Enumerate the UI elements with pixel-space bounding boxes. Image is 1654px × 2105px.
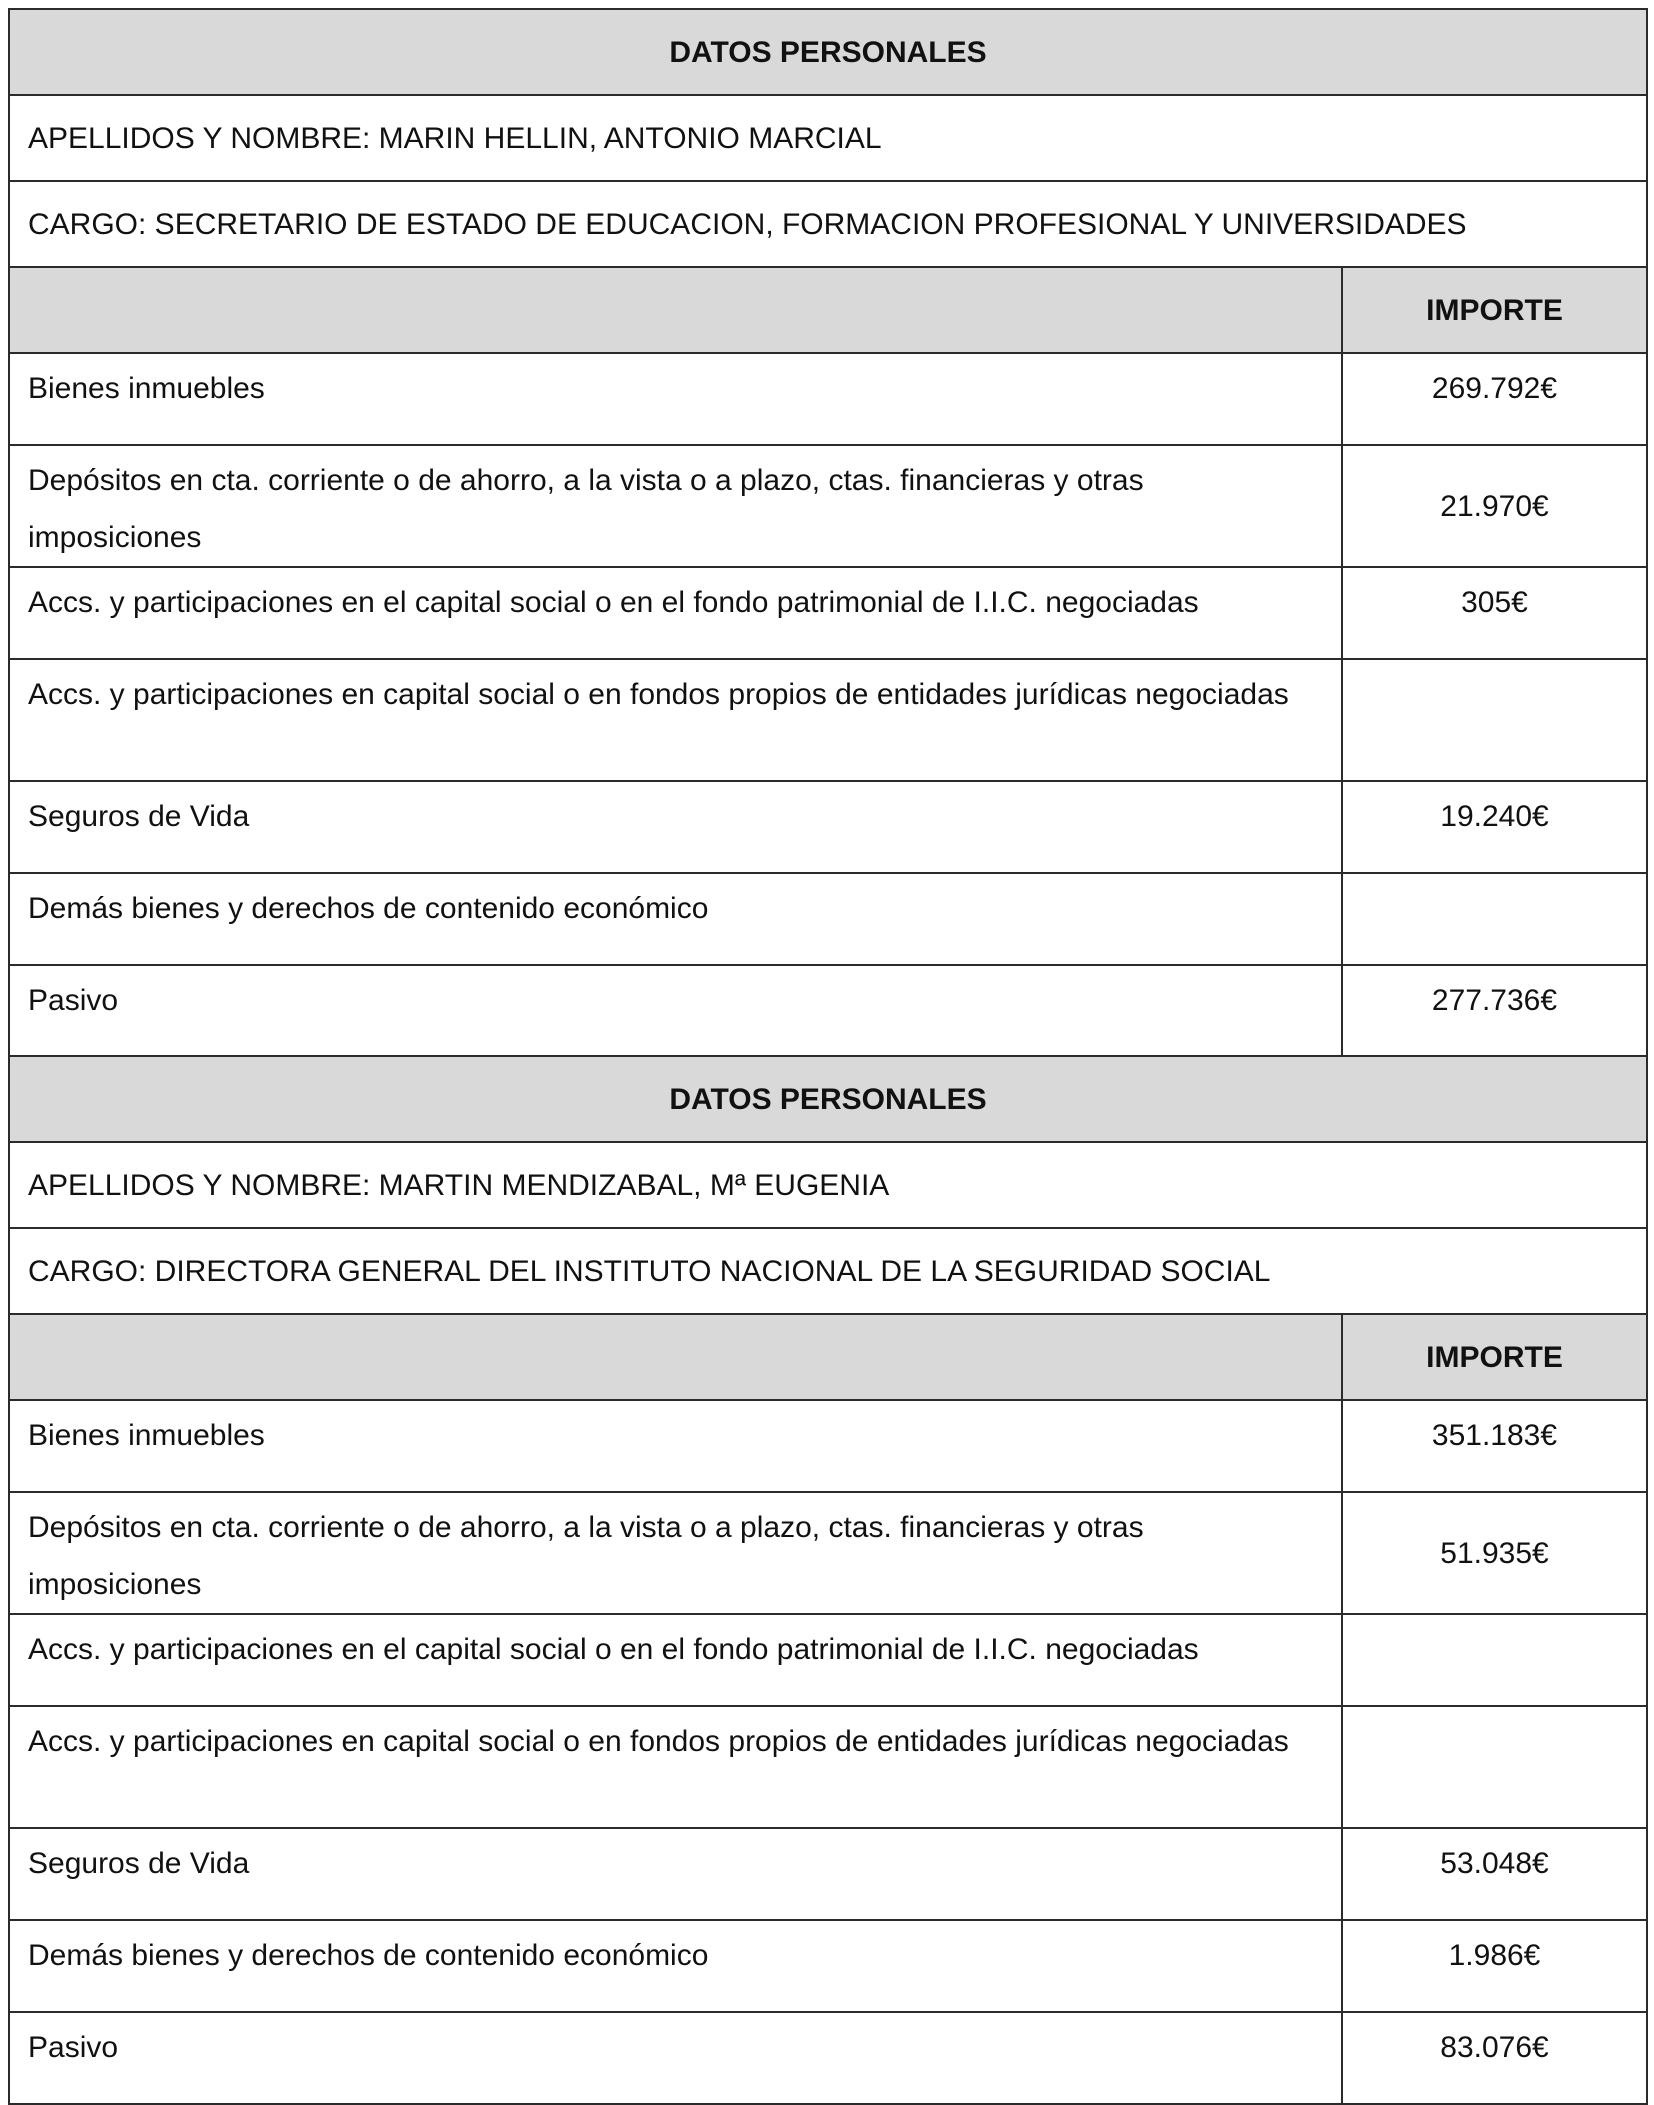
row-amount: 269.792€ xyxy=(1342,353,1647,445)
section-header-row xyxy=(9,1056,1647,1142)
amount-column-header: IMPORTE xyxy=(1342,267,1647,353)
row-amount: 277.736€ xyxy=(1342,965,1647,1057)
name-row xyxy=(9,1142,1647,1228)
row-amount: 51.935€ xyxy=(1342,1492,1647,1614)
cargo-row xyxy=(9,1228,1647,1314)
label-column-header xyxy=(9,1314,1342,1400)
table-row xyxy=(9,2012,1647,2104)
row-label: Depósitos en cta. corriente o de ahorro, a la vista o a plazo, ctas. financieras y otras imposiciones xyxy=(9,1492,1342,1614)
row-label: Accs. y participaciones en el capital social o en el fondo patrimonial de I.I.C. negociadas xyxy=(9,567,1342,659)
section-header: DATOS PERSONALES xyxy=(9,9,1647,95)
row-label: Accs. y participaciones en capital social o en fondos propios de entidades jurídicas negociadas xyxy=(9,659,1342,781)
table-row xyxy=(9,965,1647,1057)
row-label: Pasivo xyxy=(9,2012,1342,2104)
table-row xyxy=(9,567,1647,659)
label-column-header xyxy=(9,267,1342,353)
row-label: Seguros de Vida xyxy=(9,1828,1342,1920)
declaration-table-2 xyxy=(8,1055,1648,2105)
row-amount: 351.183€ xyxy=(1342,1400,1647,1492)
table-row xyxy=(9,1400,1647,1492)
row-amount: 53.048€ xyxy=(1342,1828,1647,1920)
row-amount: 1.986€ xyxy=(1342,1920,1647,2012)
table-row xyxy=(9,445,1647,567)
row-amount xyxy=(1342,659,1647,781)
row-label: Demás bienes y derechos de contenido económico xyxy=(9,873,1342,965)
row-label: Bienes inmuebles xyxy=(9,1400,1342,1492)
row-label: Bienes inmuebles xyxy=(9,353,1342,445)
section-header: DATOS PERSONALES xyxy=(9,1056,1647,1142)
cargo-line: CARGO: SECRETARIO DE ESTADO DE EDUCACION, FORMACION PROFESIONAL Y UNIVERSIDADES xyxy=(9,181,1647,267)
name-line: APELLIDOS Y NOMBRE: MARTIN MENDIZABAL, Mª EUGENIA xyxy=(9,1142,1647,1228)
cargo-line: CARGO: DIRECTORA GENERAL DEL INSTITUTO NACIONAL DE LA SEGURIDAD SOCIAL xyxy=(9,1228,1647,1314)
row-amount xyxy=(1342,1614,1647,1706)
row-amount: 19.240€ xyxy=(1342,781,1647,873)
row-label: Accs. y participaciones en el capital social o en el fondo patrimonial de I.I.C. negociadas xyxy=(9,1614,1342,1706)
row-label: Depósitos en cta. corriente o de ahorro, a la vista o a plazo, ctas. financieras y otras imposiciones xyxy=(9,445,1342,567)
table-row xyxy=(9,1492,1647,1614)
table-row xyxy=(9,353,1647,445)
table-row xyxy=(9,659,1647,781)
table-row xyxy=(9,1614,1647,1706)
row-label: Demás bienes y derechos de contenido económico xyxy=(9,1920,1342,2012)
amount-column-header: IMPORTE xyxy=(1342,1314,1647,1400)
row-amount: 21.970€ xyxy=(1342,445,1647,567)
amount-header-row xyxy=(9,1314,1647,1400)
row-amount xyxy=(1342,873,1647,965)
row-amount xyxy=(1342,1706,1647,1828)
row-label: Pasivo xyxy=(9,965,1342,1057)
row-label: Seguros de Vida xyxy=(9,781,1342,873)
row-amount: 83.076€ xyxy=(1342,2012,1647,2104)
name-row xyxy=(9,95,1647,181)
table-row xyxy=(9,1920,1647,2012)
declaration-table-1 xyxy=(8,8,1648,1058)
name-line: APELLIDOS Y NOMBRE: MARIN HELLIN, ANTONIO MARCIAL xyxy=(9,95,1647,181)
table-row xyxy=(9,1706,1647,1828)
amount-header-row xyxy=(9,267,1647,353)
table-row xyxy=(9,781,1647,873)
table-row xyxy=(9,873,1647,965)
row-amount: 305€ xyxy=(1342,567,1647,659)
section-header-row xyxy=(9,9,1647,95)
table-row xyxy=(9,1828,1647,1920)
cargo-row xyxy=(9,181,1647,267)
row-label: Accs. y participaciones en capital social o en fondos propios de entidades jurídicas negociadas xyxy=(9,1706,1342,1828)
